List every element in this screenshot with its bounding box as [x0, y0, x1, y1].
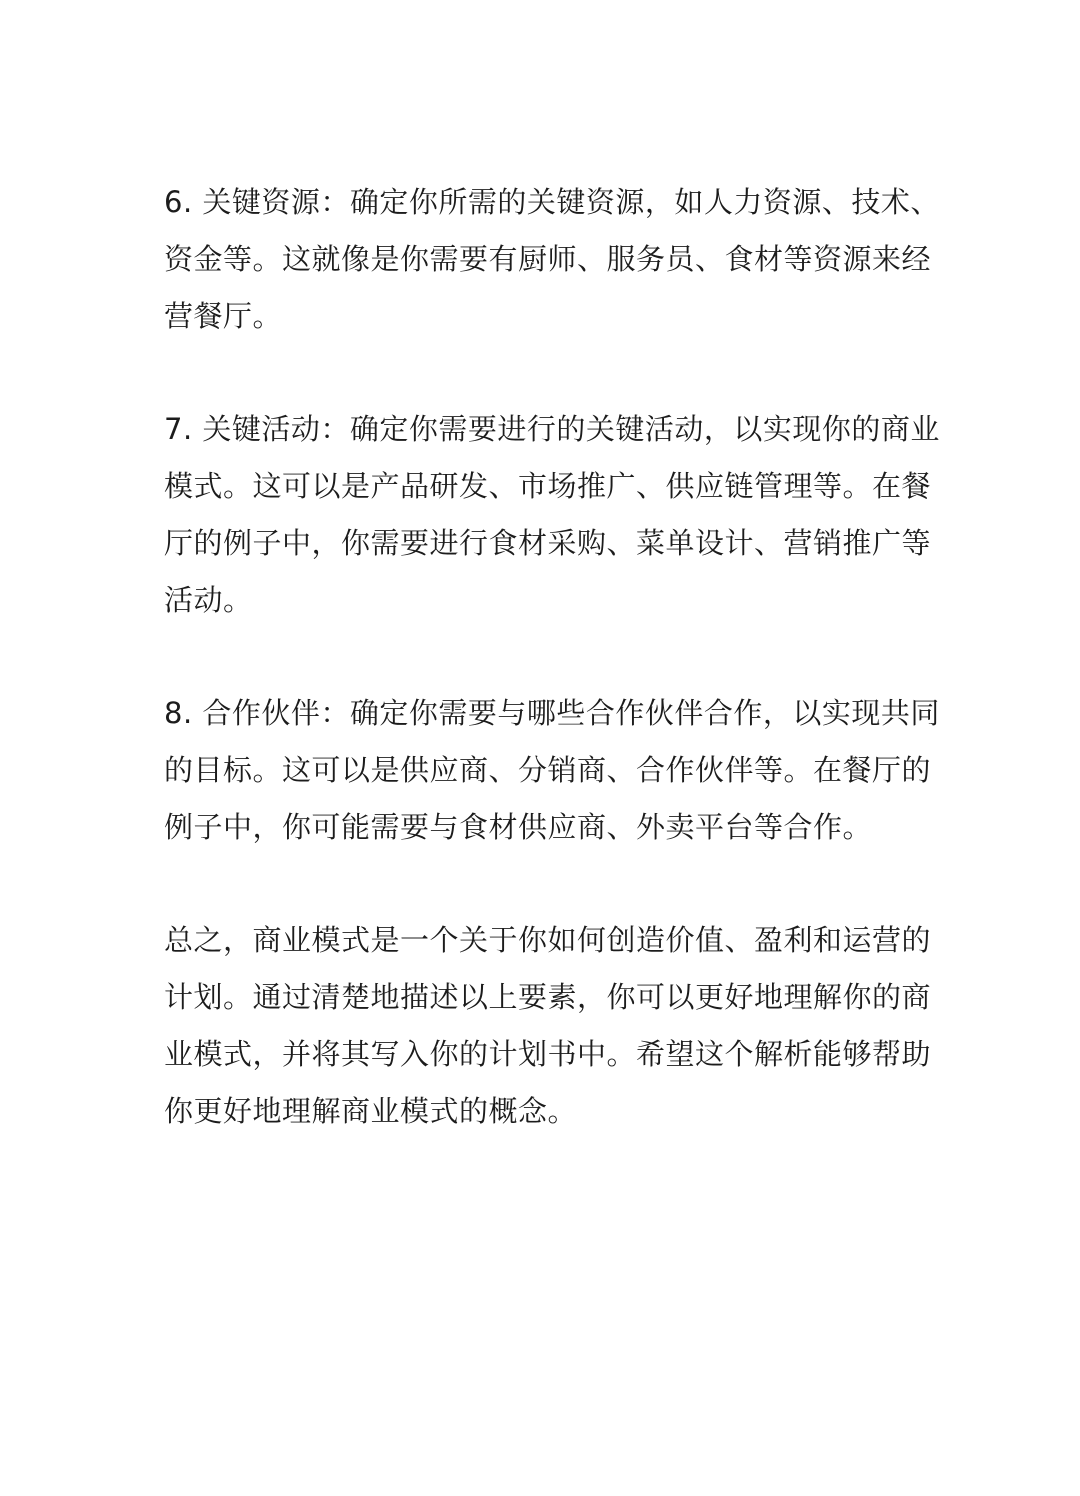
paragraph-line: 总之，商业模式是一个关于你如何创造价值、盈利和运营的	[164, 923, 932, 957]
paragraph-key-resources	[164, 174, 940, 345]
paragraph-line: 你更好地理解商业模式的概念。	[164, 1094, 578, 1128]
paragraph-line: 6. 关键资源：确定你所需的关键资源，如人力资源、技术、	[164, 185, 940, 219]
paragraph-line: 厅的例子中，你需要进行食材采购、菜单设计、营销推广等	[164, 526, 932, 560]
paragraph-line: 计划。通过清楚地描述以上要素，你可以更好地理解你的商	[164, 980, 932, 1014]
paragraph-line: 例子中，你可能需要与食材供应商、外卖平台等合作。	[164, 810, 873, 844]
paragraph-line: 7. 关键活动：确定你需要进行的关键活动，以实现你的商业	[164, 412, 940, 446]
paragraph-line: 营餐厅。	[164, 299, 283, 333]
paragraph-line: 8. 合作伙伴：确定你需要与哪些合作伙伴合作，以实现共同	[164, 696, 940, 730]
paragraph-key-activities	[164, 401, 940, 629]
paragraph-line: 业模式，并将其写入你的计划书中。希望这个解析能够帮助	[164, 1037, 932, 1071]
paragraph-line: 模式。这可以是产品研发、市场推广、供应链管理等。在餐	[164, 469, 932, 503]
paragraph-line: 活动。	[164, 583, 253, 617]
paragraph-line: 资金等。这就像是你需要有厨师、服务员、食材等资源来经	[164, 242, 932, 276]
document-body	[164, 174, 940, 1140]
paragraph-summary	[164, 912, 932, 1140]
paragraph-partners	[164, 685, 940, 856]
paragraph-line: 的目标。这可以是供应商、分销商、合作伙伴等。在餐厅的	[164, 753, 932, 787]
